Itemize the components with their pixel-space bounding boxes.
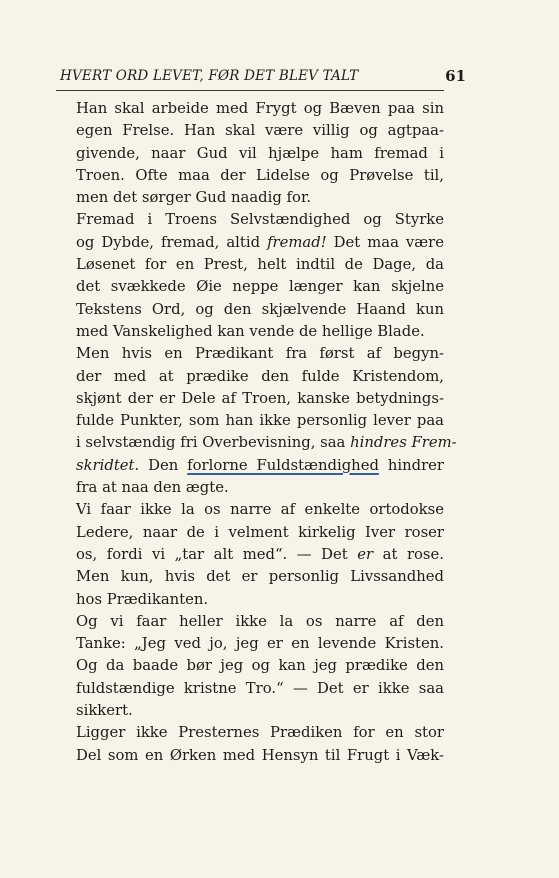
text-line: sikkert. [76,702,133,720]
text-line: Og da baade bør jeg og kan jeg prædike den [76,657,444,675]
text-line: det svækkede Øie neppe længer kan skjelne [76,278,444,296]
text-line: Tekstens Ord, og den skjælvende Haand kun [76,300,444,318]
text-line: Men kun, hvis det er personlig Livssandhed [76,568,444,586]
text-line: os, fordi vi „tar alt med“. — Det er at rose. [76,545,444,563]
text-line: Troen. Ofte maa der Lidelse og Prøvelse til, [76,166,444,184]
underlined-phrase: forlorne Fuldstændighed [187,456,379,474]
text-line: Fremad i Troens Selvstændighed og Styrke [76,211,444,229]
text-line: Og vi faar heller ikke la os narre af den [76,612,444,630]
text-line: Ledere, naar de i velment kirkelig Iver roser [76,523,444,541]
italic-text: hindres Frem- [350,434,457,452]
page-number: 61 [445,67,466,85]
text-line: med Vanskelighed kan vende de hellige Blade. [76,322,425,340]
text-line: Vi faar ikke la os narre af enkelte ortodokse [76,501,444,519]
text-line: fuldstændige kristne Tro.“ — Det er ikke saa [76,679,444,697]
text-line: Løsenet for en Prest, helt indtil de Dage, da [76,256,444,274]
text-line: skridtet. Den forlorne Fuldstændighed hindrer [76,456,445,474]
text-line: der med at prædike den fulde Kristendom, [76,367,444,385]
text-line: Men hvis en Prædikant fra først af begyn- [76,345,444,363]
text-line: hos Prædikanten. [76,590,209,608]
text-line: i selvstændig fri Overbevisning, saa hindres Frem- [76,434,457,452]
text-line: Tanke: „Jeg ved jo, jeg er en levende Kristen. [76,635,444,653]
text-line: fulde Punkter, som han ikke personlig lever paa [76,412,444,430]
text-line: givende, naar Gud vil hjælpe ham fremad i [76,144,444,162]
text-line: og Dybde, fremad, altid fremad! Det maa være [76,233,444,251]
text-line: fra at naa den ægte. [76,479,229,497]
body-text [76,98,457,767]
italic-text: skridtet. [76,456,140,474]
text-line: skjønt der er Dele af Troen, kanske betydnings- [76,389,444,407]
text-line: Del som en Ørken med Hensyn til Frugt i Væk- [76,746,444,764]
text-line: men det sørger Gud naadig for. [76,189,312,207]
running-title: HVERT ORD LEVET, FØR DET BLEV TALT [60,68,359,84]
text-line: Ligger ikke Presternes Prædiken for en stor [76,724,444,742]
italic-text: er [357,545,374,563]
header-rule [56,90,444,91]
text-line: Han skal arbeide med Frygt og Bæven paa sin [76,100,444,117]
page-header [48,67,466,92]
text-line: egen Frelse. Han skal være villig og agtpaa- [76,122,444,140]
italic-text: fremad! [267,233,327,251]
